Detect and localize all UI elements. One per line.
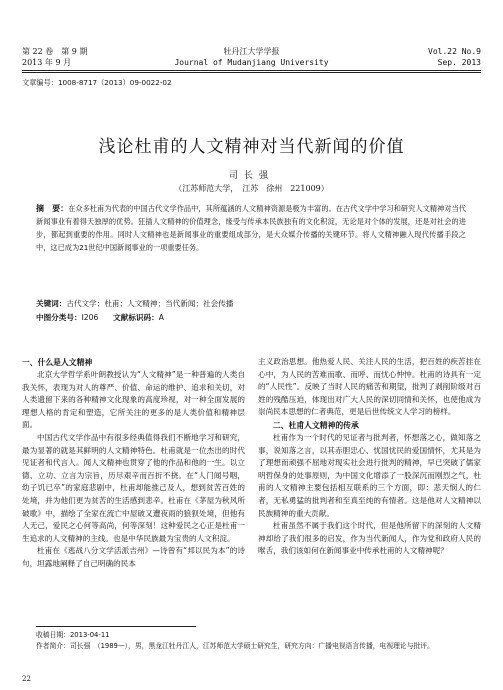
header-rule-top (22, 70, 481, 71)
paragraph: 杜甫作为一个时代的见证者与批判者，怀想落之心，做知落之事，说知落之言，以其赤胆忠心、忧国忧民的爱国情怀，尤其是为了理想而顽强不屈地对现实社会进行批判的精神，早已突破了儒家明哲保身的处事原则，为中国文化增添了一股深沉而刚烈之气，杜甫的人文精神主要包括相互联系的三个方面，即：悲天悯人的仁者，无私勇猛的批判者和至真至纯的有情者。这是他对人文精神以民族精神的重大贡献。 (258, 432, 481, 518)
paragraph: 主义政治思想。他热爱人民、关注人民的生活，把百姓的疾苦挂在心中，为人民的苦难而歌、而呼、而忧心忡忡。杜甫的诗具有一定的“人民性”。反映了当时人民的痛苦和期望，批判了剥削阶级对百姓的残酷压迫，体现出对广大人民的深切同情和关怀，也使他成为崇尚民本思想的仁者典范，更是后世传统文人学习的榜样。 (258, 357, 481, 417)
keywords-text: 古代文学；杜甫；人文精神；当代新闻；社会传播 (66, 299, 234, 308)
body-left-column (22, 356, 245, 571)
page-number: 22 (22, 675, 31, 683)
author-name: 司长强 (228, 171, 274, 181)
received-date: 收稿日期：2013-04-11 (36, 631, 110, 639)
header-journal-cn: 牡丹江大学学报 (223, 47, 280, 56)
classification (36, 311, 466, 324)
body-right-column (258, 356, 481, 558)
paragraph: 杜甫虽然不属于我们这个时代，但是他所留下的深刻的人文精神却给了我们很多的启发，作为当代新闻人，作为党和政府人民的喉舌，我们该如何在新闻事业中传承杜甫的人文精神呢？ (258, 521, 481, 556)
header-date-en: Sep. 2013 (437, 58, 481, 67)
author-bio: 作者简介：司长强 （1989—），男，黑龙江牡丹江人，江苏师范大学硕士研究生，研究方向：广播电视语言传播，电视理论与批评。 (36, 641, 434, 650)
article-number: 文章编号：1008-8717（2013）09-0022-02 (22, 78, 172, 87)
doc-code: A (158, 313, 164, 322)
footnote-rule (36, 626, 196, 627)
classification-label: 中图分类号： (36, 313, 82, 322)
paragraph: 北京大学哲学系叶朗教授认为“人文精神”是一种普遍的人类自我关怀，表现为对人的尊严、价值、命运的维护、追求和关切，对人类遗留下来的各种精神文化现象的高度珍视，对一种全面发展的理想人格的肯定和塑造，它所关注的更多的是人类价值和精神层面。 (22, 370, 245, 430)
classification-code: I206 (81, 313, 99, 322)
keywords-label: 关键词： (36, 299, 67, 308)
header-date: 2013 年 9 月 (22, 58, 72, 67)
keywords (36, 297, 466, 310)
article-title: 浅论杜甫的人文精神对当代新闻的价值 (98, 137, 405, 157)
header-rule-bottom (22, 72, 481, 73)
section-heading-1: 一、什么是人文精神 (22, 358, 93, 367)
header-volume-issue-en: Vol.22 No.9 (428, 47, 481, 56)
paragraph: 中国古代文学作品中有很多经典值得我们不断地学习和研究，最为显著的就是其鲜明的人文精神特色。杜甫就是一位杰出的时代见证者和代言人。闻人文精神也贯穿了他的作品和他的一生。以立德、立功、立言为宗旨，历尽艰辛而百折不挠。在“人门闻号咽，幼子饥已卒”的家庭悲剧中，杜甫却能推己及人，想到贫苦百姓的处境，并为他们更为贫苦的生活感到悲辛。杜甫在《茅屋为秋风所破歌》中，描绘了全家在流亡中屋破又遭夜雨的狼狈处境，但他有人无己，爱民之心何等高尚，何等深刻！这种爱民之心正是杜甫一生追求的人文精神的主线。也是中华民族最为宝贵的人文积淀。 (22, 432, 245, 543)
section-heading-2: 二、杜甫人文精神的传承 (273, 420, 359, 430)
footnote (36, 630, 476, 651)
author-affiliation: （江苏师范大学， 江苏 徐州 221009） (174, 184, 329, 193)
abstract-label: 摘 要： (36, 204, 69, 213)
paragraph: 杜甫在《逃战八分文学活派吉州》—诗曾有“邦以民为本”的诗句，坦露地阐释了自己明确的民本 (22, 546, 245, 568)
abstract (36, 202, 466, 254)
abstract-text: 在众多杜甫为代表的中国古代文学作品中，其所蕴涵的人文精神资源是极为丰富的。在古代文学中学习和研究人文精神对当代新闻事业有着得天独厚的优势。狂插人文精神的价值理念，缘受与传承本民族独有的文化积淀，无论是对个体的发展，还是对社会的进步，都起到重要的作用。同时人文精神也是新闻事业的重要组成部分，是大众媒介传播的关键环节。将人文精神融入现代传播手段之中，这已成为21世纪中国新闻事业的一项重要任务。 (36, 204, 466, 252)
doc-code-label: 文献标识码： (113, 313, 159, 322)
header-volume-issue: 第 22 卷 第 9 期 (22, 47, 88, 56)
header-journal-en: Journal of Mudanjiang University (174, 58, 329, 67)
